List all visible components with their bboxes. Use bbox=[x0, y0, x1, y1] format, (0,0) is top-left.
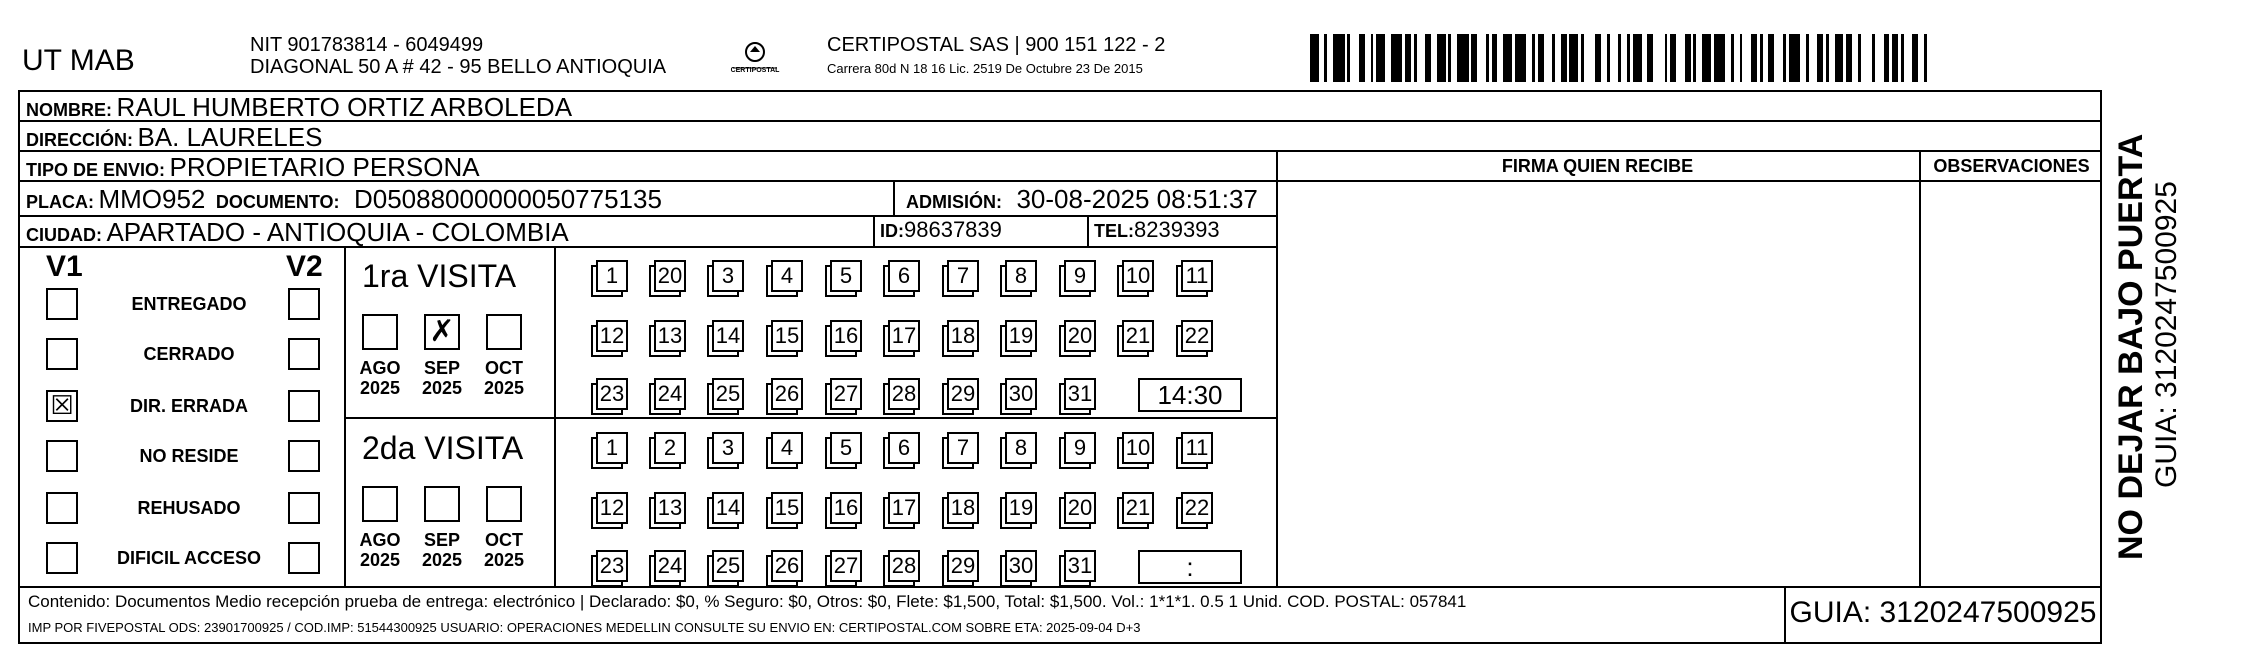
barcode-bar bbox=[1610, 34, 1619, 82]
day-box[interactable]: 19 bbox=[1005, 492, 1037, 524]
day-box[interactable]: 25 bbox=[712, 550, 744, 582]
day-box[interactable]: 8 bbox=[1005, 260, 1037, 292]
admission-value: 30-08-2025 08:51:37 bbox=[1016, 184, 1258, 214]
v2-checkbox[interactable] bbox=[288, 390, 320, 422]
document-value: D0508800000005077513​5 bbox=[353, 184, 662, 214]
day-box[interactable]: 2 bbox=[654, 432, 686, 464]
month-year: 2025 bbox=[359, 550, 401, 570]
visit-title: 2da VISITA bbox=[362, 430, 524, 466]
barcode-bar bbox=[1417, 34, 1426, 82]
v2-checkbox[interactable] bbox=[288, 542, 320, 574]
day-box[interactable]: 25 bbox=[712, 378, 744, 410]
tel-row bbox=[1094, 217, 1220, 243]
shipment-type-label: TIPO DE ENVIO: bbox=[26, 160, 166, 180]
day-box[interactable]: 11 bbox=[1181, 432, 1213, 464]
day-box[interactable]: 15 bbox=[771, 320, 803, 352]
signature-header: FIRMA QUIEN RECIBE bbox=[1501, 156, 1694, 176]
plate-value: MMO952 bbox=[98, 184, 206, 214]
barcode-bar bbox=[1376, 34, 1385, 82]
month-checkbox[interactable] bbox=[362, 314, 398, 350]
barcode-bar bbox=[1904, 34, 1913, 82]
day-box[interactable]: 30 bbox=[1005, 378, 1037, 410]
day-box[interactable]: 21 bbox=[1122, 320, 1154, 352]
day-box[interactable]: 19 bbox=[1005, 320, 1037, 352]
barcode-bar bbox=[1742, 34, 1751, 82]
day-box[interactable]: 5 bbox=[830, 260, 862, 292]
id-label: ID: bbox=[880, 221, 904, 241]
city-row bbox=[26, 217, 569, 248]
month-year: 2025 bbox=[483, 378, 525, 398]
barcode-bar bbox=[1927, 34, 1939, 82]
barcode-bar bbox=[1569, 34, 1578, 82]
v2-checkbox[interactable] bbox=[288, 440, 320, 472]
month-label bbox=[355, 530, 405, 570]
month-checkbox[interactable] bbox=[486, 314, 522, 350]
v2-checkbox[interactable] bbox=[288, 338, 320, 370]
v1-header: V1 bbox=[46, 250, 83, 283]
tel-label: TEL: bbox=[1094, 221, 1134, 241]
barcode-bar bbox=[1676, 34, 1685, 82]
month-checkbox[interactable]: ✗ bbox=[424, 314, 460, 350]
status-label: DIR. ERRADA bbox=[129, 396, 248, 416]
recipient-address: BA. LAURELES bbox=[137, 122, 323, 152]
v2-checkbox[interactable] bbox=[288, 492, 320, 524]
day-box[interactable]: 13 bbox=[654, 492, 686, 524]
company-name: UT MAB bbox=[22, 44, 135, 77]
barcode-bar bbox=[1350, 34, 1359, 82]
day-box[interactable]: 31 bbox=[1064, 550, 1096, 582]
plate-label: PLACA: bbox=[26, 192, 94, 212]
id-row bbox=[880, 217, 1002, 243]
day-box[interactable]: 21 bbox=[1122, 492, 1154, 524]
barcode-bar bbox=[1310, 34, 1319, 82]
v1-checkbox[interactable] bbox=[46, 288, 78, 320]
visit-time[interactable]: 14:30 bbox=[1138, 378, 1242, 412]
side-guia: GUIA: 3120247500925 bbox=[2150, 181, 2183, 488]
status-label: ENTREGADO bbox=[131, 294, 247, 314]
day-box[interactable]: 6 bbox=[888, 260, 920, 292]
plate-document-row bbox=[26, 184, 662, 215]
month-checkbox[interactable] bbox=[424, 486, 460, 522]
month-year: 2025 bbox=[483, 550, 525, 570]
month-name: OCT bbox=[485, 358, 523, 378]
recipient-name: RAUL HUMBERTO ORTIZ ARBOLEDA bbox=[116, 92, 573, 122]
barcode-bar bbox=[1477, 34, 1486, 82]
barcode-bar bbox=[1333, 34, 1345, 82]
month-name: AGO bbox=[359, 530, 401, 550]
day-box[interactable]: 9 bbox=[1064, 432, 1096, 464]
day-box[interactable]: 10 bbox=[1122, 260, 1154, 292]
status-label: REHUSADO bbox=[137, 498, 241, 518]
shipment-type: PROPIETARIO PERSONA bbox=[169, 152, 480, 182]
day-box[interactable]: 27 bbox=[830, 378, 862, 410]
shipment-type-row bbox=[26, 152, 480, 183]
barcode-bar bbox=[1544, 34, 1553, 82]
day-box[interactable]: 6 bbox=[888, 432, 920, 464]
status-label: CERRADO bbox=[143, 344, 235, 364]
barcode-bar bbox=[1391, 34, 1403, 82]
barcode-bar bbox=[1653, 34, 1665, 82]
city-value: APARTADO - ANTIOQUIA - COLOMBIA bbox=[106, 217, 569, 247]
barcode-bar bbox=[1835, 34, 1844, 82]
barcode bbox=[1310, 34, 1940, 82]
day-box[interactable]: 1 bbox=[596, 260, 628, 292]
admission-row bbox=[906, 184, 1258, 215]
month-name: SEP bbox=[423, 530, 461, 550]
day-box[interactable]: 12 bbox=[596, 492, 628, 524]
day-box[interactable]: 31 bbox=[1064, 378, 1096, 410]
document-label: DOCUMENTO: bbox=[215, 192, 340, 212]
day-box[interactable]: 23 bbox=[596, 378, 628, 410]
day-box[interactable]: 12 bbox=[596, 320, 628, 352]
day-box[interactable]: 30 bbox=[1005, 550, 1037, 582]
day-box[interactable]: 28 bbox=[888, 550, 920, 582]
barcode-bar bbox=[1789, 34, 1801, 82]
barcode-bar bbox=[1809, 34, 1818, 82]
company-address: DIAGONAL 50 A # 42 - 95 BELLO ANTIOQUIA bbox=[250, 56, 667, 78]
month-name: AGO bbox=[359, 358, 401, 378]
month-year: 2025 bbox=[421, 550, 463, 570]
month-label bbox=[355, 358, 405, 398]
certipostal-name: CERTIPOSTAL SAS | 900 151 122 - 2 bbox=[827, 34, 1166, 56]
day-box[interactable]: 1 bbox=[596, 432, 628, 464]
footer-print-info: IMP POR FIVEPOSTAL ODS: 23901700925 / COD.IMP: 51544300925 USUARIO: OPERACIONES MEDELLIN CONSULTE SU ENVIO EN: CERTIPOSTAL.COM SOBRE ETA: 2025-09-04 D+3 bbox=[28, 620, 1141, 635]
certipostal-logo bbox=[725, 34, 785, 84]
month-year: 2025 bbox=[421, 378, 463, 398]
day-box[interactable]: 13 bbox=[654, 320, 686, 352]
day-box[interactable]: 16 bbox=[830, 320, 862, 352]
visit-title: 1ra VISITA bbox=[362, 258, 517, 294]
month-checkbox[interactable] bbox=[486, 486, 522, 522]
day-box[interactable]: 4 bbox=[771, 260, 803, 292]
side-warning: NO DEJAR BAJO PUERTA bbox=[2112, 133, 2150, 560]
v2-header: V2 bbox=[286, 250, 323, 283]
month-name: OCT bbox=[485, 530, 523, 550]
day-box[interactable]: 11 bbox=[1181, 260, 1213, 292]
day-box[interactable]: 3 bbox=[712, 432, 744, 464]
day-box[interactable]: 18 bbox=[947, 320, 979, 352]
footer-content: Contenido: Documentos Medio recepción prueba de entrega: electrónico | Declarado: $0, % Seguro: $0, Otros: $0, Flete: $1,500, Total: $1,500. Vol.: 1*1*1. 0.5 1 Unid. COD. POSTAL: 057841 bbox=[28, 592, 1467, 611]
day-box[interactable]: 16 bbox=[830, 492, 862, 524]
company-nit: NIT 901783814 - 6049499 bbox=[250, 34, 484, 56]
day-box[interactable]: 26 bbox=[771, 378, 803, 410]
day-box[interactable]: 24 bbox=[654, 378, 686, 410]
day-box[interactable]: 29 bbox=[947, 378, 979, 410]
month-checkbox[interactable] bbox=[362, 486, 398, 522]
day-box[interactable]: 27 bbox=[830, 550, 862, 582]
barcode-bar bbox=[1633, 34, 1642, 82]
month-label bbox=[479, 530, 529, 570]
day-box[interactable]: 5 bbox=[830, 432, 862, 464]
barcode-bar bbox=[1584, 34, 1596, 82]
v2-checkbox[interactable] bbox=[288, 288, 320, 320]
day-box[interactable]: 10 bbox=[1122, 432, 1154, 464]
day-box[interactable]: 7 bbox=[947, 260, 979, 292]
month-label bbox=[479, 358, 529, 398]
v1-checkbox[interactable] bbox=[46, 440, 78, 472]
day-box[interactable]: 29 bbox=[947, 550, 979, 582]
day-box[interactable]: 3 bbox=[712, 260, 744, 292]
day-box[interactable]: 17 bbox=[888, 320, 920, 352]
barcode-bar bbox=[1457, 34, 1469, 82]
tel-value: 8239393 bbox=[1134, 217, 1220, 242]
v1-checkbox[interactable] bbox=[46, 542, 78, 574]
id-value: 98637839 bbox=[904, 217, 1002, 242]
day-box[interactable]: 18 bbox=[947, 492, 979, 524]
observations-header: OBSERVACIONES bbox=[1933, 156, 2090, 176]
barcode-bar bbox=[1702, 34, 1711, 82]
day-box[interactable]: 28 bbox=[888, 378, 920, 410]
v1-checkbox[interactable]: ☒ bbox=[46, 390, 78, 422]
recipient-name-row bbox=[26, 92, 572, 123]
v1-checkbox[interactable] bbox=[46, 338, 78, 370]
status-label: NO RESIDE bbox=[139, 446, 239, 466]
day-box[interactable]: 20 bbox=[1064, 492, 1096, 524]
day-box[interactable]: 7 bbox=[947, 432, 979, 464]
day-box[interactable]: 8 bbox=[1005, 432, 1037, 464]
day-box[interactable]: 9 bbox=[1064, 260, 1096, 292]
day-box[interactable]: 20 bbox=[1064, 320, 1096, 352]
barcode-bar bbox=[1714, 34, 1726, 82]
name-label: NOMBRE: bbox=[26, 100, 112, 120]
day-box[interactable]: 15 bbox=[771, 492, 803, 524]
day-box[interactable]: 24 bbox=[654, 550, 686, 582]
month-label bbox=[417, 530, 467, 570]
month-year: 2025 bbox=[359, 378, 401, 398]
day-box[interactable]: 17 bbox=[888, 492, 920, 524]
day-box[interactable]: 22 bbox=[1181, 492, 1213, 524]
day-box[interactable]: 4 bbox=[771, 432, 803, 464]
recipient-address-row bbox=[26, 122, 322, 153]
barcode-bar bbox=[1875, 34, 1884, 82]
address-label: DIRECCIÓN: bbox=[26, 130, 133, 150]
day-box[interactable]: 23 bbox=[596, 550, 628, 582]
month-label bbox=[417, 358, 467, 398]
barcode-bar bbox=[1774, 34, 1783, 82]
logo-text: CERTIPOSTAL bbox=[730, 67, 780, 74]
barcode-bar bbox=[1503, 34, 1512, 82]
admission-label: ADMISIÓN: bbox=[906, 192, 1002, 212]
city-label: CIUDAD: bbox=[26, 225, 102, 245]
visit-time[interactable]: : bbox=[1138, 550, 1242, 584]
day-box[interactable]: 26 bbox=[771, 550, 803, 582]
barcode-bar bbox=[1437, 34, 1446, 82]
day-box[interactable]: 20 bbox=[654, 260, 686, 292]
certipostal-license: Carrera 80d N 18 16 Lic. 2519 De Octubre 23 De 2015 bbox=[827, 61, 1143, 76]
v1-checkbox[interactable] bbox=[46, 492, 78, 524]
footer-guia: GUIA: 3120247500925 bbox=[1789, 596, 2097, 629]
barcode-bar bbox=[1515, 34, 1527, 82]
day-box[interactable]: 14 bbox=[712, 492, 744, 524]
month-name: SEP bbox=[423, 358, 461, 378]
status-label: DIFICIL ACCESO bbox=[116, 548, 261, 568]
barcode-bar bbox=[1861, 34, 1873, 82]
day-box[interactable]: 22 bbox=[1181, 320, 1213, 352]
day-box[interactable]: 14 bbox=[712, 320, 744, 352]
